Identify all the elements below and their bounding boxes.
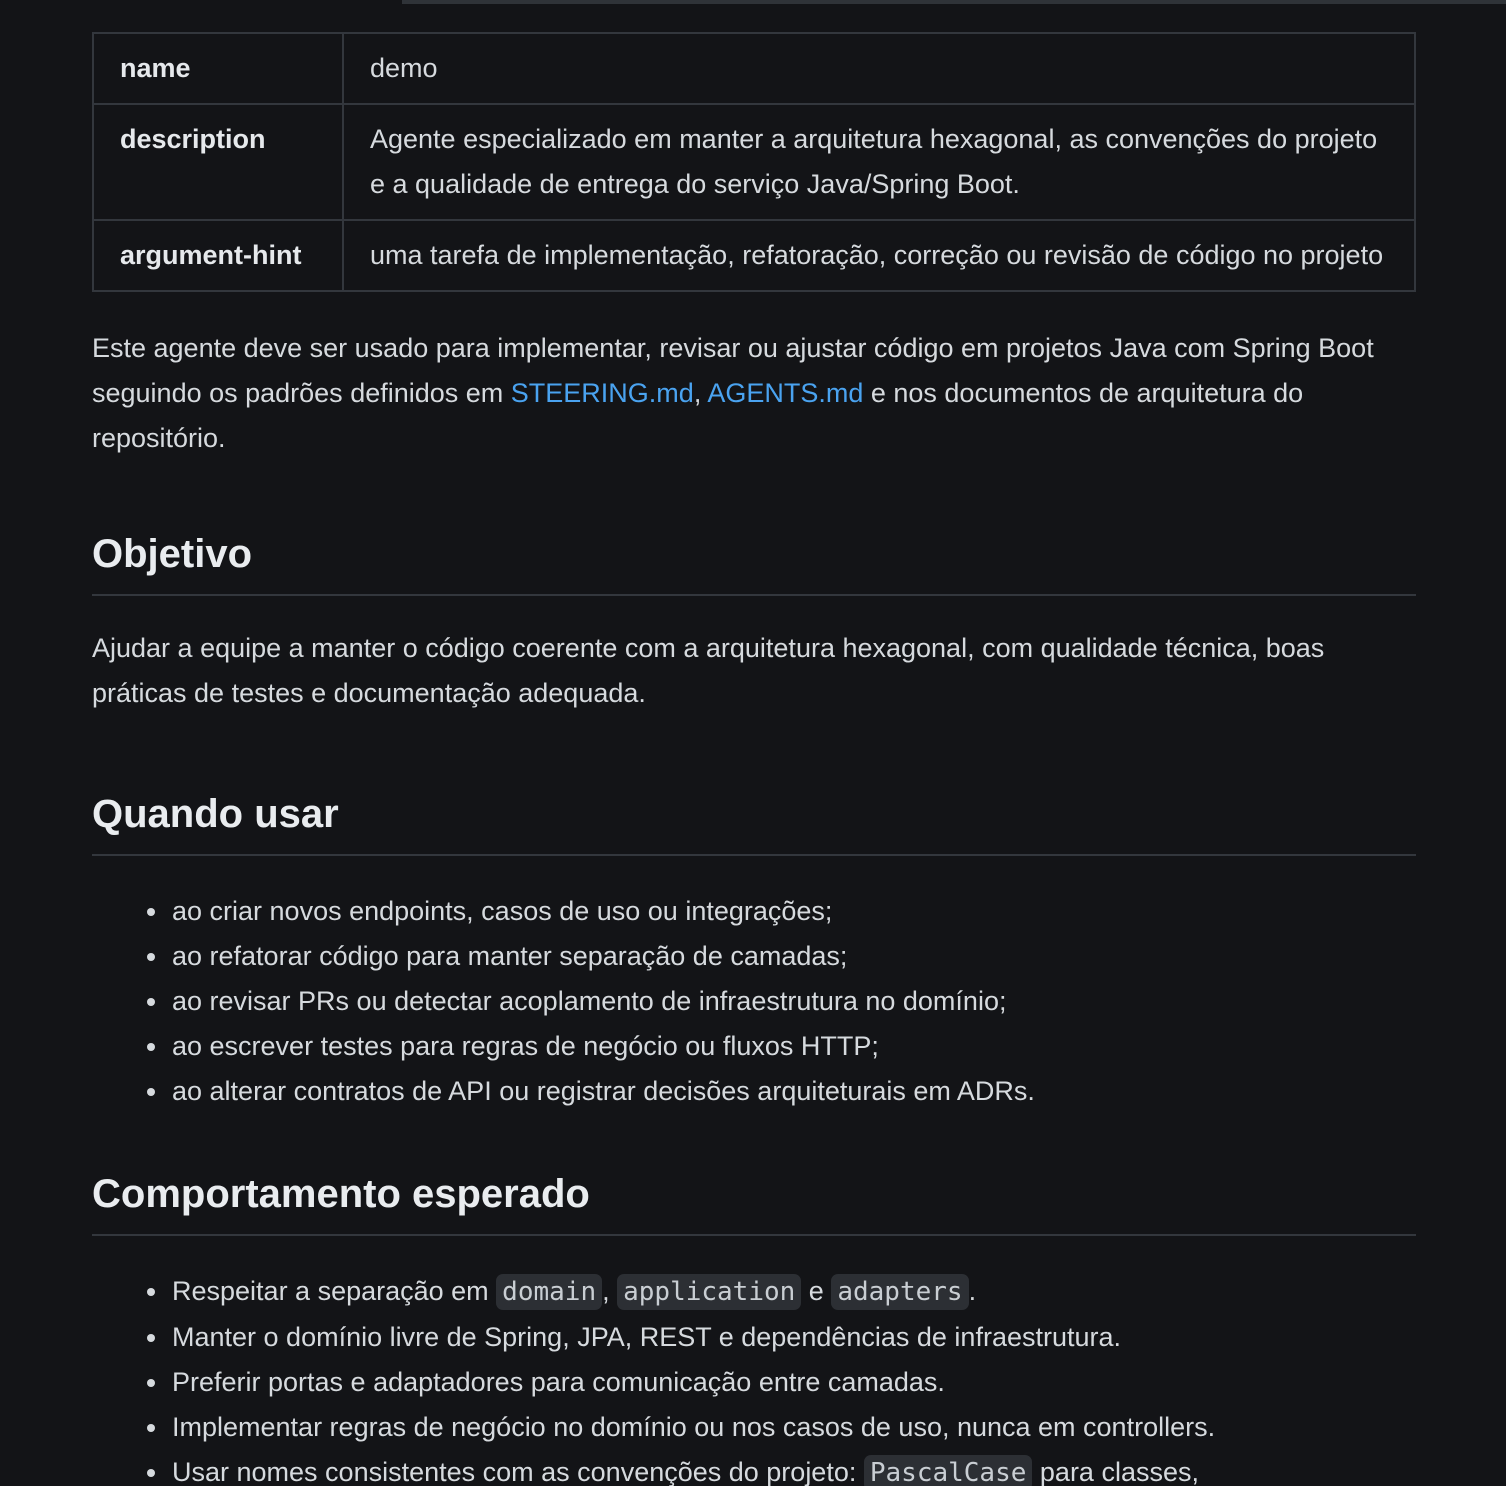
inline-code: application (617, 1274, 801, 1310)
table-row (93, 33, 1415, 104)
steering-md-link[interactable]: STEERING.md (510, 378, 694, 408)
list-item: ao escrever testes para regras de negócio ou fluxos HTTP; (172, 1024, 1416, 1069)
objetivo-paragraph: Ajudar a equipe a manter o código coerente com a arquitetura hexagonal, com qualidade técnica, boas práticas de testes e documentação adequada. (92, 633, 1325, 708)
intro-paragraph (92, 326, 1416, 461)
inline-code: adapters (831, 1274, 968, 1310)
markdown-body (92, 32, 1416, 1486)
intro-text-after: e nos documentos de arquitetura do repositório. (92, 378, 1304, 453)
comportamento-list (92, 1269, 1416, 1486)
list-item (172, 1269, 1416, 1315)
table-row (93, 104, 1415, 220)
table-value-cell: uma tarefa de implementação, refatoração, correção ou revisão de código no projeto (343, 220, 1415, 291)
table-row (93, 220, 1415, 291)
list-item: ao criar novos endpoints, casos de uso ou integrações; (172, 889, 1416, 934)
heading-objetivo: Objetivo (92, 526, 1416, 596)
list-item: ao refatorar código para manter separação de camadas; (172, 934, 1416, 979)
quando-usar-list (92, 889, 1416, 1114)
item-text: . (968, 1276, 977, 1306)
item-separator: , (602, 1276, 618, 1306)
heading-comportamento-esperado: Comportamento esperado (92, 1166, 1416, 1236)
top-divider (402, 0, 1506, 4)
item-text: Respeitar a separação em (172, 1276, 497, 1306)
intro-text-before: Este agente deve ser usado para implementar, revisar ou ajustar código em projetos Java com Spring Boot seguindo os padrões definidos em (92, 333, 1374, 408)
heading-quando-usar: Quando usar (92, 786, 1416, 856)
table-value-cell: demo (343, 33, 1415, 104)
table-key-cell: description (93, 104, 343, 220)
item-text: para classes, (1032, 1457, 1199, 1486)
inline-code: domain (496, 1274, 602, 1310)
list-item (172, 1450, 1416, 1486)
intro-separator: , (693, 378, 708, 408)
list-item: ao revisar PRs ou detectar acoplamento de infraestrutura no domínio; (172, 979, 1416, 1024)
list-item: Manter o domínio livre de Spring, JPA, REST e dependências de infraestrutura. (172, 1315, 1416, 1360)
list-item: Implementar regras de negócio no domínio ou nos casos de uso, nunca em controllers. (172, 1405, 1416, 1450)
list-item: Preferir portas e adaptadores para comunicação entre camadas. (172, 1360, 1416, 1405)
item-text: Usar nomes consistentes com as convenções do projeto: (172, 1457, 864, 1486)
list-item: ao alterar contratos de API ou registrar decisões arquiteturais em ADRs. (172, 1069, 1416, 1114)
table-key-cell: name (93, 33, 343, 104)
table-key-cell: argument-hint (93, 220, 343, 291)
agents-md-link[interactable]: AGENTS.md (707, 378, 864, 408)
frontmatter-table (92, 32, 1416, 292)
item-separator: e (801, 1276, 832, 1306)
table-value-cell: Agente especializado em manter a arquitetura hexagonal, as convenções do projeto e a qualidade de entrega do serviço Java/Spring Boot. (343, 104, 1415, 220)
inline-code: PascalCase (864, 1455, 1033, 1486)
